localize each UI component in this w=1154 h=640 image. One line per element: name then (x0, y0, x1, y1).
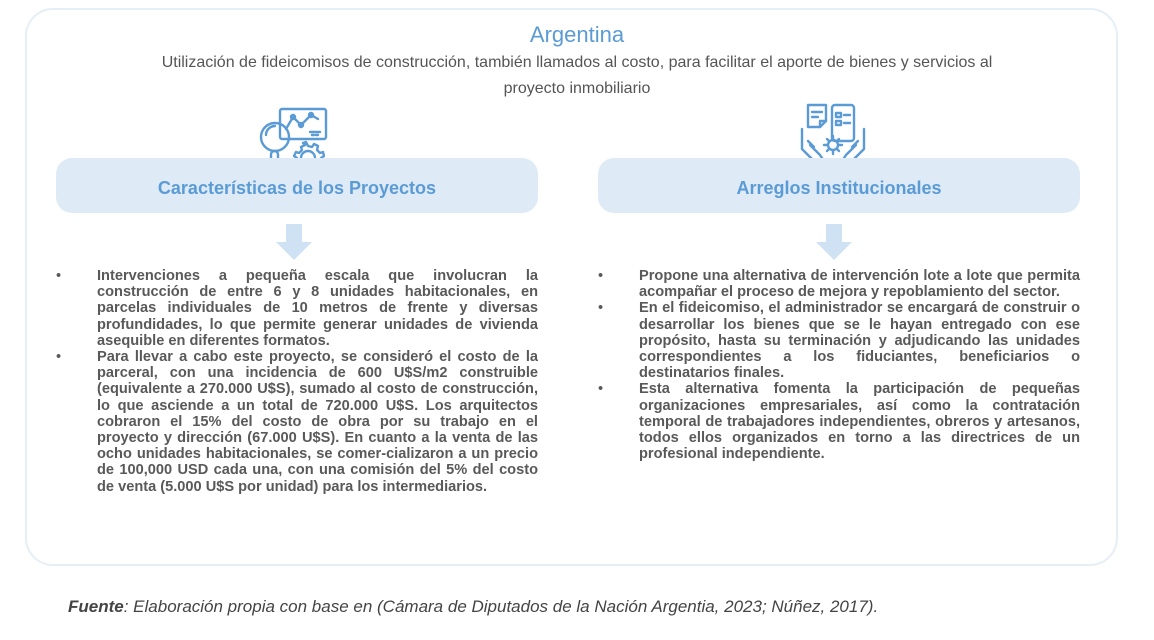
institutional-heading: Arreglos Institucionales (736, 178, 942, 198)
diagram-title: Argentina (529, 22, 625, 47)
list-item (598, 268, 1080, 300)
list-item-text: Esta alternativa fomenta la participación de pequeñas organizaciones empresariales, así como la contratación temporal de trabajadores independientes, obreros y artesanos, todos ellos organizados en torno a las directrices de un profesional independiente. (639, 381, 1080, 463)
characteristics-heading: Características de los Proyectos (157, 178, 437, 198)
diagram-subtitle: Utilización de fideicomisos de construcción, también llamados al costo, para facilitar el aporte de bienes y servicios al proyecto inmobiliario (161, 54, 993, 97)
list-item (56, 349, 538, 495)
characteristics-list (56, 268, 538, 495)
institutional-header (598, 158, 1080, 213)
list-item (598, 300, 1080, 381)
institutional-list (598, 268, 1080, 462)
list-item-text: Intervenciones a pequeña escala que involucran la construcción de entre 6 y 8 unidades habitacionales, en parcelas individuales de 10 metros de frente y diversas profundidades, lo que permite generar unidades de vivienda asequible en diferentes formatos. (97, 268, 538, 349)
list-item (598, 381, 1080, 462)
bullet-icon: • (56, 268, 62, 284)
list-item-text: En el fideicomiso, el administrador se encargará de construir o desarrollar los bienes que se le hayan entregado con ese propósito, hasta su terminación y adjudicando las unidades correspondientes a los fiduciantes, beneficiarios o destinatarios finales. (639, 300, 1080, 382)
source-text: : Elaboración propia con base en (Cámara de Diputados de la Nación Argentia, 2023; Núñez, 2017). (123, 597, 879, 616)
source-label: Fuente (68, 597, 124, 616)
bullet-icon: • (598, 381, 604, 398)
bullet-icon: • (56, 349, 62, 366)
arrow-down-icon (274, 224, 314, 260)
characteristics-header (56, 158, 538, 213)
list-item-text: Propone una alternativa de intervención lote a lote que permita acompañar el proceso de mejora y repoblamiento del sector. (639, 268, 1080, 301)
bullet-icon: • (598, 300, 604, 317)
list-item-text: Para llevar a cabo este proyecto, se consideró el costo de la parceral, con una incidencia de 600 U$S/m2 construible (equivalente a 270.000 U$S), sumado al costo de construcción, lo que asciende a un total de 720.000 U$S. Los arquitectos cobraron el 15% del costo de obra por su trabajo en el proyecto y dirección (67.000 U$S). En cuanto a la venta de las ocho unidades habitacionales, se comer-cializaron a un precio de 100,000 USD cada una, con una comisión del 5% del costo de venta (5.000 U$S por unidad) para los intermediarios. (97, 349, 538, 495)
source-caption (68, 597, 878, 617)
bullet-icon: • (598, 268, 604, 284)
arrow-down-icon (814, 224, 854, 260)
list-item (56, 268, 538, 349)
